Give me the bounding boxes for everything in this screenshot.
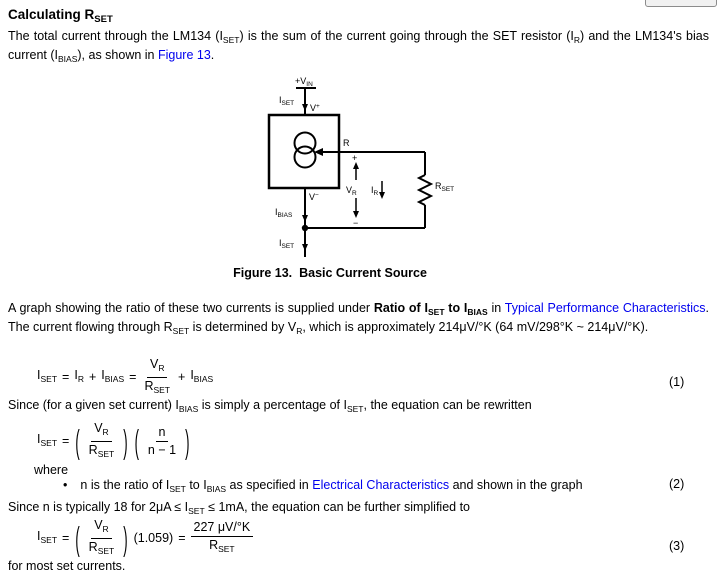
eq2-lhs: $I_{SET}$: [37, 432, 58, 448]
right-paren: ): [123, 422, 128, 461]
para2-bold-subscript: SET: [427, 307, 445, 317]
eq2-fraction-2: [145, 425, 179, 458]
para1-text: ) is the sum of the current going through the SET resistor (I: [239, 29, 574, 43]
bullet-item: [63, 478, 663, 497]
vr-minus-sign: −: [353, 218, 359, 228]
iset-bottom-label: $I_{SET}$: [279, 238, 295, 250]
figure-caption: Figure 13. Basic Current Source: [233, 266, 427, 280]
vminus-label: V−: [309, 192, 319, 202]
bullet-text-part: as specified in: [226, 478, 313, 492]
graph-paragraph: [8, 301, 709, 339]
para4-text: ≤ 1mA, the equation can be further simplified to: [204, 500, 470, 514]
eq3-fraction-2: [191, 520, 254, 557]
bullet-text-part: to I: [185, 478, 207, 492]
electrical-characteristics-link[interactable]: Electrical Characteristics: [312, 478, 450, 492]
para4-text: Since n is typically 18 for 2μA ≤ I: [8, 500, 189, 514]
para1-subscript: BIAS: [58, 54, 78, 64]
eq1-fraction-denominator: $R_{SET}$: [144, 379, 170, 395]
para2-bold: to I: [444, 301, 468, 315]
eq2-fraction-1: [86, 421, 118, 462]
left-paren: (: [75, 519, 80, 558]
ibias-label: $I_{BIAS}$: [275, 207, 293, 219]
para1-text: ) and the LM134's bias current (I: [8, 29, 709, 62]
para2-text: in: [487, 301, 505, 315]
section-title-subscript: SET: [94, 14, 113, 25]
eq3-fraction-2-numerator: 227 μV/°K: [191, 520, 254, 537]
section-title-text: Calculating R: [8, 7, 95, 22]
bullet-subscript: BIAS: [206, 484, 227, 494]
equals-sign: =: [129, 370, 137, 384]
eq2-fraction-1-numerator: $V_R$: [91, 421, 111, 442]
para3-text: is simply a percentage of I: [198, 398, 347, 412]
rset-resistor-icon: [419, 175, 431, 205]
ir-down-arrow-icon: [379, 192, 385, 199]
simplify-paragraph: [8, 500, 709, 519]
para2-bold: Ratio of I: [373, 301, 428, 315]
para2-text: A graph showing the ratio of these two currents is supplied under: [8, 301, 374, 315]
eq3-lhs: $I_{SET}$: [37, 529, 58, 545]
eq1-ibias2: $I_{BIAS}$: [190, 368, 214, 384]
para1-text: The total current through the LM134 (I: [8, 29, 223, 43]
equals-sign: =: [62, 370, 70, 384]
eq2-fraction-2-numerator: n: [156, 425, 169, 442]
current-source-circle-bottom: [295, 147, 316, 168]
closing-paragraph: for most set currents.: [8, 559, 126, 573]
intro-paragraph: [8, 29, 709, 67]
bullet-text: [80, 478, 582, 497]
bullet-text-part: n is the ratio of I: [80, 478, 170, 492]
rewrite-paragraph: [8, 398, 709, 417]
eq1-lhs: $I_{SET}$: [37, 368, 58, 384]
ibias-arrow-icon: [302, 215, 308, 222]
eq2-fraction-2-denominator: n − 1: [147, 443, 177, 457]
para2-text: , which is approximately 214μV/°K (64 mV/298°K ~ 214μV/°K).: [302, 320, 649, 334]
para2-text: is determined by V: [189, 320, 297, 334]
para2-subscript: SET: [172, 326, 190, 336]
eq3-fraction-1-numerator: $V_R$: [91, 518, 111, 539]
para3-subscript: SET: [346, 404, 364, 414]
para1-text: ), as shown in: [77, 48, 158, 62]
typical-performance-characteristics-link[interactable]: Typical Performance Characteristics: [504, 301, 706, 315]
partial-toolbar-button[interactable]: [645, 0, 717, 7]
vr-down-arrow-icon: [353, 211, 359, 218]
para1-text: .: [210, 48, 215, 62]
equals-sign: =: [62, 531, 70, 545]
para3-text: , the equation can be rewritten: [363, 398, 532, 412]
eq3-fraction-1: [86, 518, 118, 559]
left-paren: (: [75, 422, 80, 461]
equation-1: [37, 357, 213, 398]
eq3-fraction-2-denominator: $R_{SET}$: [209, 538, 235, 554]
para2-bold-subscript: BIAS: [467, 307, 488, 317]
equation-3-number: (3): [669, 539, 685, 553]
basic-current-source-diagram: [255, 74, 465, 264]
eq1-fraction-numerator: $V_R$: [147, 357, 167, 378]
section-title: [8, 6, 113, 29]
plus-sign: +: [88, 370, 97, 384]
plus-sign: +: [178, 370, 186, 384]
para4-subscript: SET: [188, 506, 205, 516]
vin-label: $+V_{IN}$: [295, 76, 313, 88]
bullet-subscript: SET: [169, 484, 186, 494]
para2-text: . The current flowing through R: [8, 301, 709, 334]
right-paren: ): [185, 422, 190, 461]
vr-label: $V_R$: [346, 185, 357, 197]
bullet-dot-icon: •: [63, 478, 68, 492]
bullet-text-part: and shown in the graph: [449, 478, 583, 492]
eq1-ibias: $I_{BIAS}$: [101, 368, 125, 384]
rset-label: $R_{SET}$: [435, 181, 455, 193]
equals-sign: =: [62, 434, 70, 448]
equation-2-number: (2): [669, 477, 685, 491]
where-label: where: [34, 463, 69, 477]
r-pin-label: R: [343, 138, 350, 148]
left-paren: (: [134, 422, 139, 461]
para3-subscript: BIAS: [178, 404, 199, 414]
para1-subscript: R: [573, 35, 580, 45]
ir-label: $I_R$: [371, 185, 379, 197]
eq2-fraction-1-denominator: $R_{SET}$: [88, 443, 115, 459]
figure-13-link[interactable]: Figure 13: [157, 48, 211, 62]
eq1-fraction: [141, 357, 173, 398]
iset-bottom-arrow-icon: [302, 244, 308, 251]
vplus-label: V+: [310, 103, 320, 113]
eq3-fraction-1-denominator: $R_{SET}$: [88, 540, 115, 556]
vr-plus-sign: +: [352, 153, 358, 163]
para1-subscript: SET: [222, 35, 240, 45]
para2-subscript: R: [296, 326, 303, 336]
equation-2: [37, 421, 190, 462]
eq1-ir: $I_R$: [74, 368, 84, 384]
equals-sign: =: [178, 531, 186, 545]
right-paren: ): [123, 519, 128, 558]
iset-top-label: $I_{SET}$: [279, 95, 295, 107]
equation-1-number: (1): [669, 375, 685, 389]
eq3-factor: (1.059): [133, 531, 174, 545]
iset-top-arrow-icon: [302, 104, 308, 111]
equation-3: [37, 518, 253, 559]
para3-text: Since (for a given set current) I: [8, 398, 179, 412]
